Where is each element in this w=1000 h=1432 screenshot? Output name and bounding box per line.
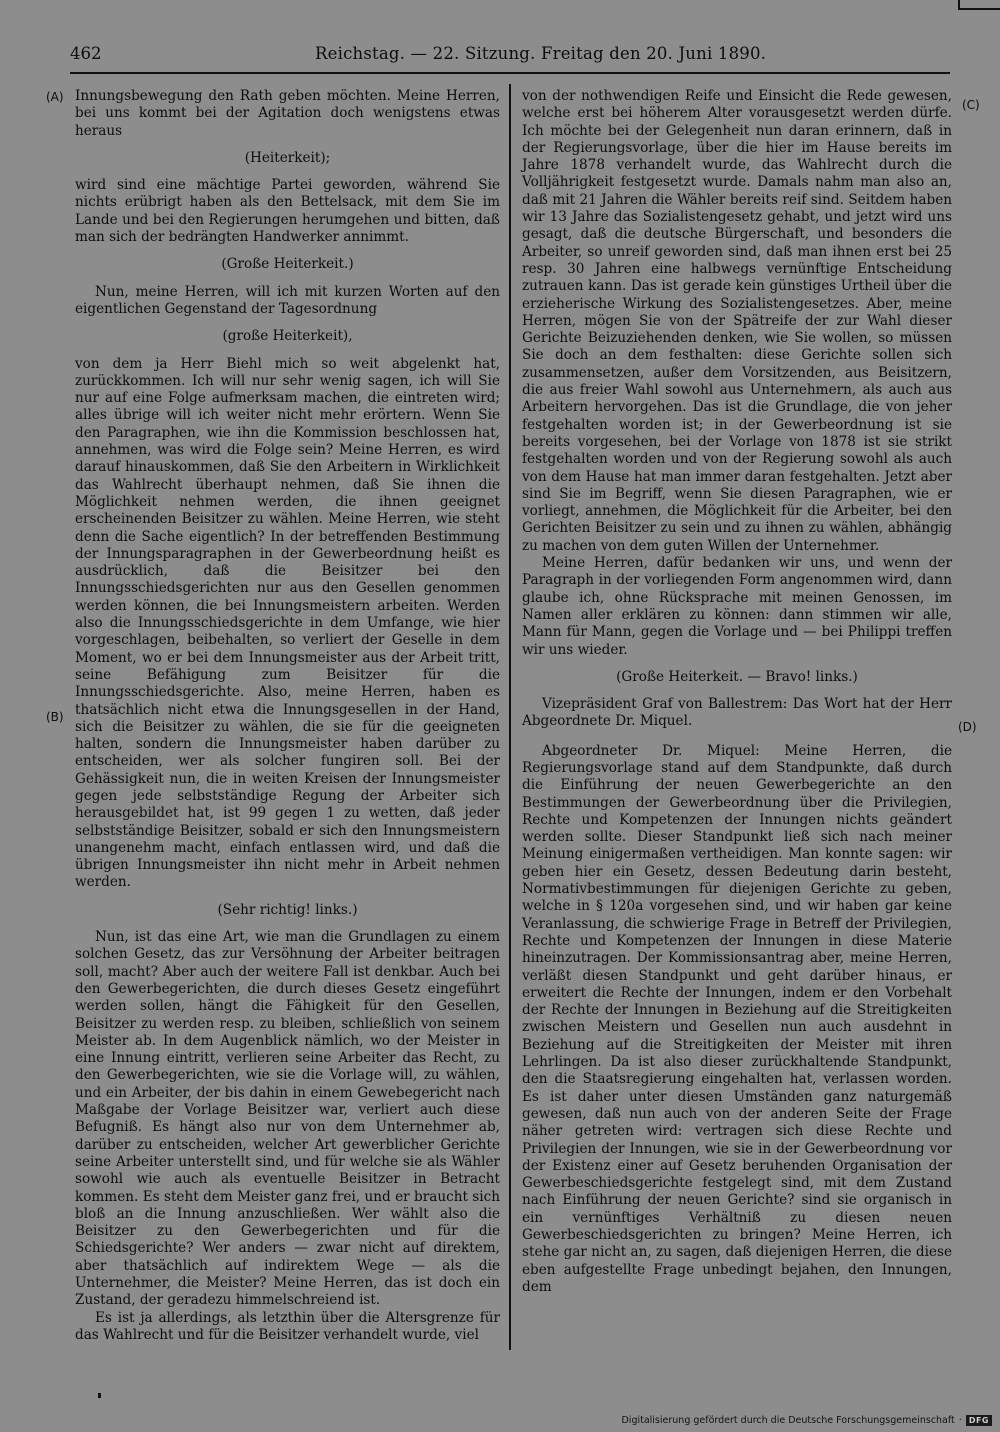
- page-number: 462: [70, 44, 102, 63]
- interjection: (Große Heiterkeit.): [221, 256, 354, 273]
- margin-label-a: (A): [46, 90, 64, 104]
- speaker-paragraph: Abgeordneter Dr. Miquel: Meine Herren, die Regierungsvorlage stand auf dem Standpunkte, daß durch die Einführung der neuen Gewerbegerichte an den Bestimmungen der Gewerbeordnung über die Privilegien, Rechte und Kompetenzen der Innungen nichts geändert werden sollte. Dieser Standpunkt ließ sich nach meiner Meinung einigermaßen vertheidigen. Man konnte sagen: wir geben hier ein Gesetz, dessen Bedeutung darin besteht, Normativbestimmungen für diejenigen Gerichte zu geben, welche in § 120a vorgesehen sind, und wir haben gar keine Veranlassung, die schwierige Frage in Betreff der Privilegien, Rechte und Kompetenzen der Innungen in diese Materie hineinzutragen. Der Kommissionsantrag aber, meine Herren, verläßt diesen Standpunkt und geht darüber hinaus, er erweitert die Rechte der Innungen, indem er den Vorbehalt der Rechte der Innungen in Beziehung auf die Streitigkeiten zwischen Meistern und Gesellen nun auch ausdehnt in Beziehung auf die Streitigkeiten der Meister mit ihren Lehrlingen. Da ist also dieser zurückhaltende Standpunkt, den die Staatsregierung eingehalten hat, verlassen worden. Es ist daher unter diesen Umständen ganz naturgemäß gewesen, daß nun auch von der anderen Seite der Frage näher getreten wird: vertragen sich diese Rechte und Privilegien der Innungen, wie sie in der Gewerbeordnung vor der Existenz einer auf Gesetz beruhenden Organisation der Gewerbeschiedsgerichte festgelegt sind, mit dem Zustand nach Einführung der neuen Gerichte? sind sie organisch in ein vernünftiges Verhältniß zu diesen neuen Gewerbeschiedsgerichten zu bringen? Meine Herren, ich stehe gar nicht an, zu sagen, daß diejenigen Herren, die diese eben aufgestellte Frage unbedingt bejahen, den Innungen, dem: [522, 742, 952, 1295]
- scan-speck: [98, 1393, 101, 1398]
- speaker-paragraph: Vizepräsident Graf von Ballestrem: Das Wort hat der Herr Abgeordnete Dr. Miquel.: [522, 696, 952, 730]
- dfg-logo: DFG: [966, 1415, 992, 1426]
- margin-label-d: (D): [958, 720, 977, 734]
- interjection: (Sehr richtig! links.): [217, 901, 358, 918]
- left-column: [75, 88, 500, 1344]
- right-column: [522, 88, 952, 1296]
- paragraph: Nun, meine Herren, will ich mit kurzen Worten auf den eigentlichen Gegenstand der Tagesordnung: [75, 283, 500, 317]
- scan-corner-mark: [958, 0, 1000, 10]
- paragraph: Innungsbewegung den Rath geben möchten. Meine Herren, bei uns kommt bei der Agitation doch wenigstens etwas heraus: [75, 88, 500, 139]
- paragraph: Nun, ist das eine Art, wie man die Grundlagen zu einem solchen Gesetz, das zur Versöhnung der Arbeiter beitragen soll, macht? Aber auch der weitere Fall ist denkbar. Auch bei den Gewerbegerichten, die durch dieses Gesetz eingeführt werden sollen, hängt die Fähigkeit für den Gesellen, Beisitzer zu werden resp. zu bleiben, schließlich von seinem Meister ab. In dem Augenblick nämlich, wo der Meister in eine Innung eintritt, verlieren seine Arbeiter das Recht, zu den Gewerbegerichten, wie sie die Vorlage will, zu wählen, und ein Arbeiter, der bis dahin in einem Gewebegericht nach Maßgabe der Vorlage Beisitzer war, verliert auch diese Befugniß. Es hängt also nur von dem Unternehmer ab, darüber zu entscheiden, welcher Art gewerblicher Gerichte seine Arbeiter unterstellt sind, und für welche sie als Wähler sowohl wie auch als eventuelle Beisitzer in Betracht kommen. Es steht dem Meister ganz frei, und er braucht sich bloß an die Innung anzuschließen. Wer wählt also die Beisitzer zu den Gewerbegerichten und für die Schiedsgerichte? Wer anders — zwar nicht auf direktem, aber thatsächlich auf indirektem Wege — als die Unternehmer, die Meister? Meine Herren, das ist doch ein Zustand, der geradezu himmelschreiend ist.: [75, 929, 500, 1309]
- header-rule: [70, 72, 950, 74]
- margin-label-b: (B): [46, 710, 64, 724]
- running-title: Reichstag. — 22. Sitzung. Freitag den 20. Juni 1890.: [315, 44, 767, 63]
- paragraph: von dem ja Herr Biehl mich so weit abgelenkt hat, zurückkommen. Ich will nur sehr wenig sagen, ich will Sie nur auf eine Folge aufmerksam machen, die eintreten wird; alles übrige will ich weiter nicht mehr erörtern. Wenn Sie den Paragraphen, wie ihn die Kommission beschlossen hat, annehmen, was wird die Folge sein? Meine Herren, es wird darauf hinauskommen, daß Sie den Arbeitern in Wirklichkeit das Wahlrecht überhaupt nehmen, daß Sie ihnen die Möglichkeit nehmen werden, die ihnen geeignet erscheinenden Beisitzer zu wählen. Meine Herren, wie steht denn die Sache eigentlich? In der betreffenden Bestimmung der Innungsparagraphen in der Gewerbeordnung heißt es ausdrücklich, daß die Beisitzer bei den Innungsschiedsgerichten nur aus den Gesellen genommen werden können, die bei Innungsmeistern arbeiten. Werden also die Innungsschiedsgerichte in dem Umfange, wie hier vorgeschlagen, beibehalten, so verliert der Geselle in dem Moment, wo er bei dem Innungsmeister aus der Arbeit tritt, seine Befähigung zum Beisitzer für die Innungsschiedsgerichte. Also, meine Herren, haben es thatsächlich nicht etwa die Innungsgesellen in der Hand, sich die Beisitzer zu wählen, die sie für die geeigneten halten, sondern die Innungsmeister haben darüber zu entscheiden, wer als solcher fungiren soll. Bei der Gehässigkeit nun, die in weiten Kreisen der Innungsmeister gegen jede selbstständige Regung der Arbeiter sich herausgebildet hat, ist 99 gegen 1 zu wetten, daß jeder selbstständige Beisitzer, sobald er sich den Innungsmeistern unangenehm macht, einfach entlassen wird, und daß die übrigen Innungsmeister ihn nicht mehr in Arbeit nehmen werden.: [75, 355, 500, 891]
- page-header: [70, 44, 950, 70]
- paragraph: von der nothwendigen Reife und Einsicht die Rede gewesen, welche erst bei höherem Alter vorausgesetzt werden dürfe. Ich möchte bei der Gelegenheit nun daran erinnern, daß in der Regierungsvorlage, über die hier im Hause bereits im Jahre 1878 verhandelt wurde, das Wahlrecht durch die Volljährigkeit festgesetzt wurde. Damals nahm man also an, daß mit 21 Jahren die Wähler bereits reif sind. Seitdem haben wir 13 Jahre das Sozialistengesetz gehabt, und jetzt wird uns gesagt, daß die deutsche Bürgerschaft, und besonders die Arbeiter, so unreif geworden sind, daß man ihnen erst bei 25 resp. 30 Jahren eine halbwegs vernünftige Entscheidung zutrauen kann. Das ist gerade kein günstiges Urtheil über die erzieherische Wirkung des Sozialistengesetzes. Aber, meine Herren, mögen Sie von der Spätreife der zur Wahl dieser Gerichte Beizuziehenden denken, wie Sie wollen, so müssen Sie doch an dem festhalten: diese Gerichte sollen sich zusammensetzen, außer dem Vorsitzenden, aus Beisitzern, die aus freier Wahl sowohl aus Unternehmern, als auch aus Arbeitern hervorgehen. Das ist die Grundlage, die von jeher festgehalten worden ist; in der Gewerbeordnung ist sie bereits vorgesehen, bei der Vorlage von 1878 ist sie strikt festgehalten worden und von der Regierung sowohl als auch von dem Hause hat man immer daran festgehalten. Jetzt aber sind Sie im Begriff, wenn Sie diesen Paragraphen, wie er vorliegt, annehmen, die Möglichkeit für die Arbeiter, bei den Gerichten Beisitzer zu sein und zu ihnen zu wählen, abhängig zu machen von dem guten Willen der Unternehmer.: [522, 88, 952, 554]
- paragraph: Es ist ja allerdings, als letzthin über die Altersgrenze für das Wahlrecht und für die Beisitzer verhandelt wurde, viel: [75, 1309, 500, 1343]
- interjection: (Heiterkeit);: [244, 149, 331, 166]
- interjection: (große Heiterkeit),: [222, 328, 353, 345]
- margin-label-c: (C): [962, 98, 980, 112]
- paragraph: Meine Herren, dafür bedanken wir uns, und wenn der Paragraph in der vorliegenden Form angenommen wird, dann glaube ich, ohne Rücksprache mit meinen Genossen, im Namen aller erklären zu können: dann stimmen wir alle, Mann für Mann, gegen die Vorlage und — bei Philippi treffen wir uns wieder.: [522, 555, 952, 658]
- paragraph: wird sind eine mächtige Partei geworden, während Sie nichts erübrigt haben als den Bettelsack, mit dem Sie im Lande und bei den Regierungen herumgehen und bitten, daß man sich der bedrängten Handwerker annimmt.: [75, 177, 500, 246]
- digitization-footer: Digitalisierung gefördert durch die Deutsche Forschungsgemeinschaft · DFG: [621, 1415, 992, 1426]
- footer-credit: Digitalisierung gefördert durch die Deutsche Forschungsgemeinschaft: [621, 1415, 955, 1426]
- column-divider: [509, 84, 511, 1350]
- interjection: (Große Heiterkeit. — Bravo! links.): [616, 668, 858, 685]
